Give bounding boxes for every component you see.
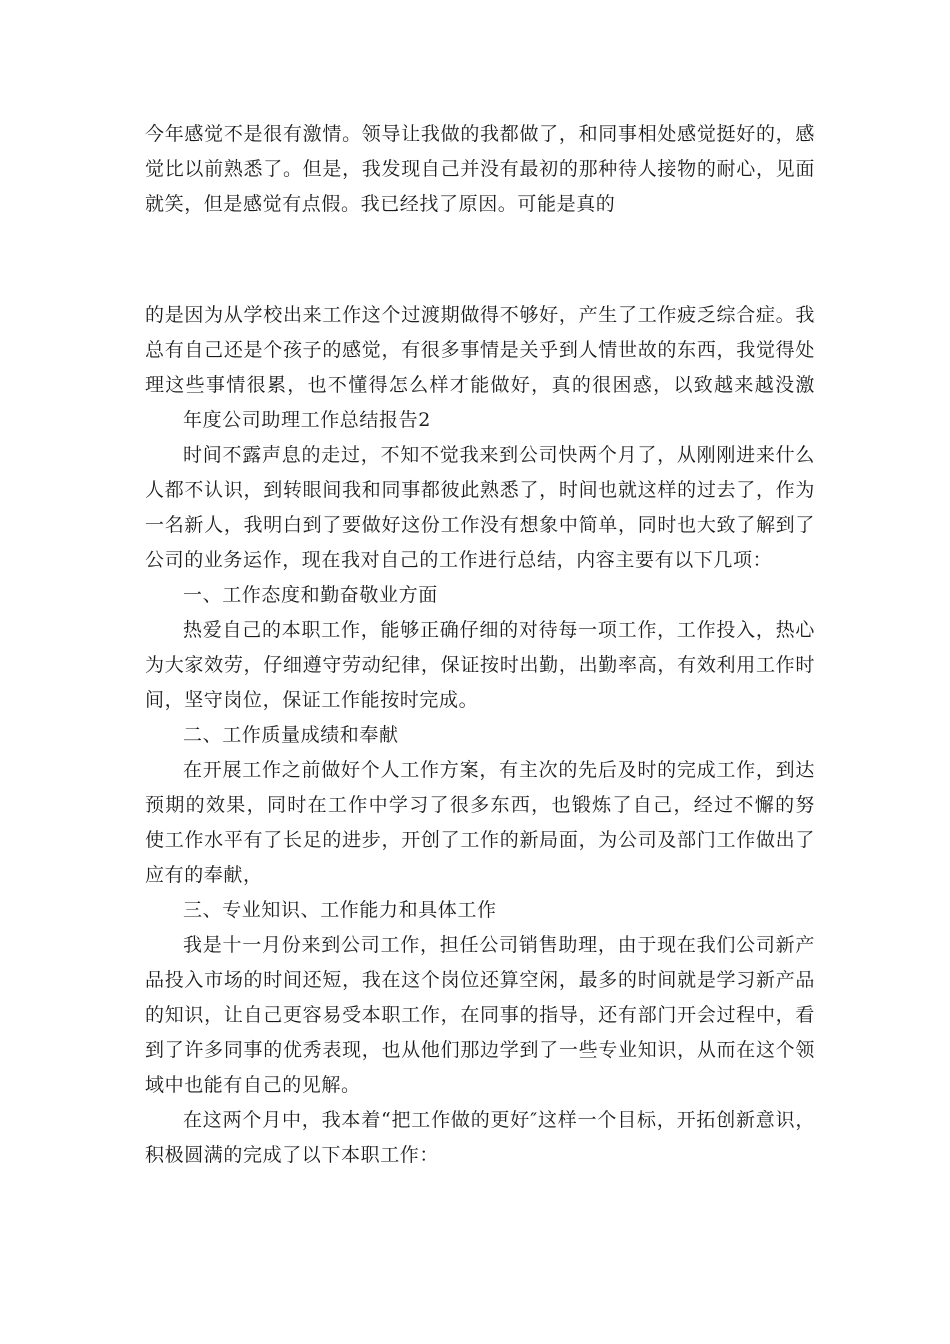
text-line: 人都不认识，到转眼间我和同事都彼此熟悉了，时间也就这样的过去了，作为 bbox=[145, 479, 815, 501]
section-heading: 一、工作态度和勤奋敬业方面 bbox=[183, 584, 438, 606]
text-line: 域中也能有自己的见解。 bbox=[145, 1074, 361, 1096]
section-title: 年度公司助理工作总结报告2 bbox=[183, 409, 431, 431]
text-line: 为大家效劳，仔细遵守劳动纪律，保证按时出勤，出勤率高，有效利用工作时 bbox=[145, 654, 815, 676]
text-line: 应有的奉献， bbox=[145, 864, 263, 886]
text-line: 理这些事情很累，也不懂得怎么样才能做好，真的很困惑，以致越来越没激 bbox=[145, 374, 815, 396]
text-line: 一名新人，我明白到了要做好这份工作没有想象中简单，同时也大致了解到了 bbox=[145, 514, 815, 536]
paragraph-block-1 bbox=[145, 117, 815, 222]
text-line: 到了许多同事的优秀表现，也从他们那边学到了一些专业知识，从而在这个领 bbox=[145, 1039, 815, 1061]
text-line: 在这两个月中，我本着“把工作做的更好″这样一个目标，开拓创新意识， bbox=[183, 1109, 815, 1131]
text-line: 使工作水平有了长足的进步，开创了工作的新局面，为公司及部门工作做出了 bbox=[145, 829, 815, 851]
text-line: 预期的效果，同时在工作中学习了很多东西，也锻炼了自己，经过不懈的努 bbox=[145, 794, 815, 816]
text-line: 积极圆满的完成了以下本职工作： bbox=[145, 1144, 440, 1166]
text-line: 今年感觉不是很有激情。领导让我做的我都做了，和同事相处感觉挺好的，感 bbox=[145, 123, 815, 145]
section-heading: 二、工作质量成绩和奉献 bbox=[183, 724, 399, 746]
section-heading: 三、专业知识、工作能力和具体工作 bbox=[183, 899, 497, 921]
paragraph-block-2 bbox=[145, 298, 815, 1173]
text-line: 的知识，让自己更容易受本职工作，在同事的指导，还有部门开会过程中，看 bbox=[145, 1004, 815, 1026]
text-line: 间，坚守岗位，保证工作能按时完成。 bbox=[145, 689, 479, 711]
text-line: 热爱自己的本职工作，能够正确仔细的对待每一项工作，工作投入，热心 bbox=[183, 619, 815, 641]
text-line: 总有自己还是个孩子的感觉，有很多事情是关乎到人情世故的东西，我觉得处 bbox=[145, 339, 815, 361]
text-line: 我是十一月份来到公司工作，担任公司销售助理，由于现在我们公司新产 bbox=[183, 934, 815, 956]
text-line: 就笑，但是感觉有点假。我已经找了原因。可能是真的 bbox=[145, 193, 616, 215]
text-line: 的是因为从学校出来工作这个过渡期做得不够好，产生了工作疲乏综合症。我 bbox=[145, 304, 815, 326]
text-line: 品投入市场的时间还短，我在这个岗位还算空闲，最多的时间就是学习新产品 bbox=[145, 969, 815, 991]
text-line: 觉比以前熟悉了。但是，我发现自己并没有最初的那种待人接物的耐心，见面 bbox=[145, 158, 815, 180]
text-line: 在开展工作之前做好个人工作方案，有主次的先后及时的完成工作，到达 bbox=[183, 759, 815, 781]
text-line: 公司的业务运作，现在我对自己的工作进行总结，内容主要有以下几项： bbox=[145, 549, 773, 571]
text-line: 时间不露声息的走过，不知不觉我来到公司快两个月了，从刚刚进来什么 bbox=[183, 444, 815, 466]
